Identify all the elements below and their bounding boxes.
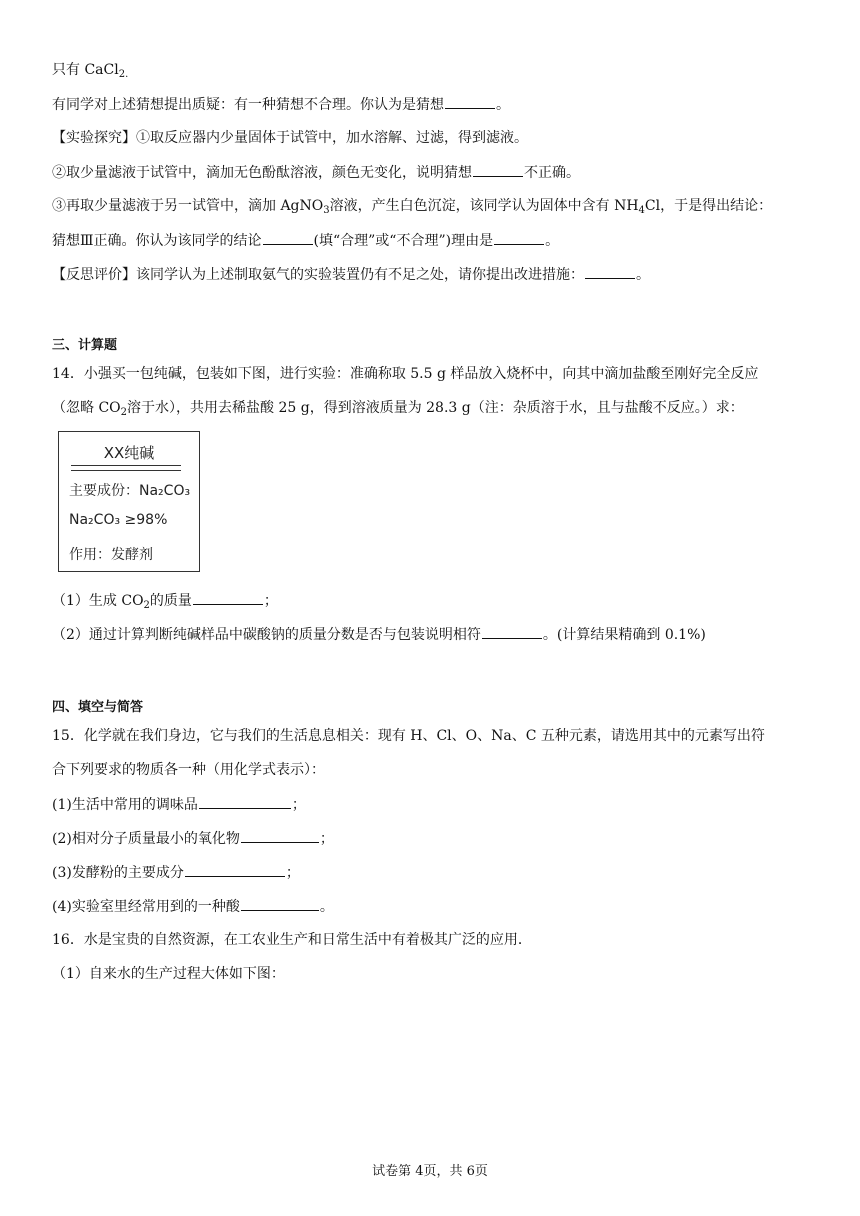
question-text: 15．化学就在我们身边，它与我们的生活息息相关：现有 H、Cl、O、Na、C 五种元素，请选用其中的元素写出符 [52, 728, 765, 744]
question-text: (4)实验室里经常用到的一种酸 。 [52, 896, 334, 917]
answer-blank[interactable] [482, 624, 542, 639]
answer-blank[interactable] [585, 264, 635, 279]
text-line: 【实验探究】①取反应器内少量固体于试管中，加水溶解、过滤，得到滤液。 [52, 130, 528, 146]
question-text: （1）自来水的生产过程大体如下图： [52, 966, 285, 982]
label-row: Na₂CO₃ ≥98% [69, 512, 168, 528]
answer-blank[interactable] [473, 162, 523, 177]
section-heading: 四、填空与简答 [52, 700, 144, 715]
text-line: ②取少量滤液于试管中，滴加无色酚酞溶液，颜色无变化，说明猜想 不正确。 [52, 162, 580, 183]
answer-blank[interactable] [193, 590, 263, 605]
text-line: 只有 CaCl$_{2.}$ [52, 62, 129, 80]
section-heading: 三、计算题 [52, 338, 118, 353]
divider [71, 465, 181, 466]
text-line: 猜想Ⅲ正确。你认为该同学的结论 (填“合理”或“不合理”)理由是 。 [52, 230, 559, 251]
question-text: 合下列要求的物质各一种（用化学式表示）： [52, 762, 325, 778]
question-text: (3)发酵粉的主要成分 ； [52, 862, 300, 883]
text-line: 【反思评价】该同学认为上述制取氨气的实验装置仍有不足之处，请你提出改进措施： 。 [52, 264, 650, 285]
answer-blank[interactable] [494, 230, 544, 245]
question-text: (2)相对分子质量最小的氧化物 ； [52, 828, 334, 849]
page-footer: 试卷第 4页，共 6页 [372, 1164, 488, 1179]
answer-blank[interactable] [241, 828, 319, 843]
text-line: 有同学对上述猜想提出质疑：有一种猜想不合理。你认为是猜想 。 [52, 94, 510, 115]
answer-blank[interactable] [241, 896, 319, 911]
package-label-image [58, 431, 200, 572]
question-text: （忽略 $CO_2$溶于水），共用去稀盐酸 25 g，得到溶液质量为 28.3 g（注：杂质溶于水，且与盐酸不反应。）求： [52, 400, 744, 418]
answer-blank[interactable] [445, 94, 495, 109]
text-line: ③再取少量滤液于另一试管中，滴加 AgNO$_3$溶液，产生白色沉淀，该同学认为固体中含有 $NH_4Cl$，于是得出结论： [52, 198, 773, 216]
label-title: XX纯碱 [103, 444, 155, 462]
question-text: (1)生活中常用的调味品 ； [52, 794, 306, 815]
answer-blank[interactable] [185, 862, 285, 877]
question-text: （2）通过计算判断纯碱样品中碳酸钠的质量分数是否与包装说明相符 。(计算结果精确到 0.1%) [52, 624, 706, 645]
label-row: 主要成份：Na₂CO₃ [69, 483, 191, 499]
question-text: 14．小强买一包纯碱，包装如下图，进行实验：准确称取 5.5 g 样品放入烧杯中，向其中滴加盐酸至刚好完全反应 [52, 366, 759, 382]
divider [71, 470, 181, 471]
label-row: 作用：发酵剂 [69, 547, 153, 563]
answer-blank[interactable] [263, 230, 313, 245]
answer-blank[interactable] [199, 794, 291, 809]
question-text: （1）生成 $CO_2$的质量 ； [52, 590, 278, 616]
question-text: 16．水是宝贵的自然资源，在工农业生产和日常生活中有着极其广泛的应用． [52, 932, 532, 948]
